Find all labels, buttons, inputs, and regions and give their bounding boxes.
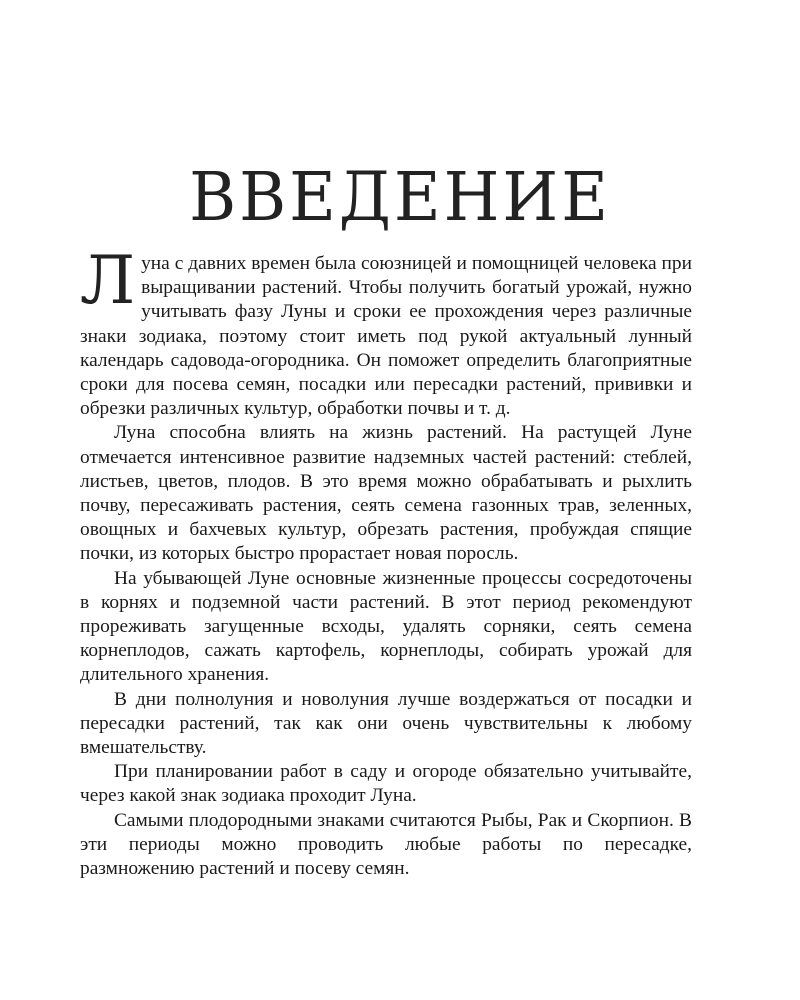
chapter-title: ВВЕДЕНИЕ (189, 159, 611, 237)
paragraph-5: При планировании работ в саду и огороде обязательно учитывайте, через какой знак зодиака проходит Луна. (80, 761, 692, 807)
paragraph-6: Самыми плодородными знаками считаются Рыбы, Рак и Скорпион. В эти периоды можно проводить любые работы по пересадке, размножению растений и посеву семян. (80, 809, 692, 880)
paragraph-1 (80, 242, 692, 421)
paragraph-3: На убывающей Луне основные жизненные процессы сосредоточены в корнях и подземной части растений. В этот период рекомендуют прореживать загущенные всходы, удалять сорняки, сеять семена корнеплодов, сажать картофель, корнеплоды, собирать урожай для длительного хранения. (80, 567, 692, 686)
drop-cap: Л (80, 242, 136, 319)
paragraph-4: В дни полнолуния и новолуния лучше воздержаться от посадки и пересадки растений, так как они очень чувствительны к любому вмешательству. (80, 688, 692, 759)
paragraph-1-text: уна с давних времен была союзницей и помощницей человека при выращивании растений. Чтобы получить богатый урожай, нужно учитывать фазу Луны и сроки ее прохождения через различные знаки зодиака, поэтому стоит иметь под рукой актуальный лунный календарь садовода-огородника. Он поможет определить благоприятные сроки для посева семян, посадки или пересадки растений, прививки и обрезки различных культур, обработки почвы и т. д. (80, 253, 692, 420)
paragraph-2: Луна способна влиять на жизнь растений. На растущей Луне отмечается интенсивное развитие надземных частей растений: стеблей, листьев, цветов, плодов. В это время можно обрабатывать и рыхлить почву, пересаживать растения, сеять семена газонных трав, зеленных, овощных и бахчевых культур, обрезать растения, пробуждая спящие почки, из которых быстро прорастает новая поросль. (80, 422, 692, 565)
body-text (80, 242, 692, 881)
